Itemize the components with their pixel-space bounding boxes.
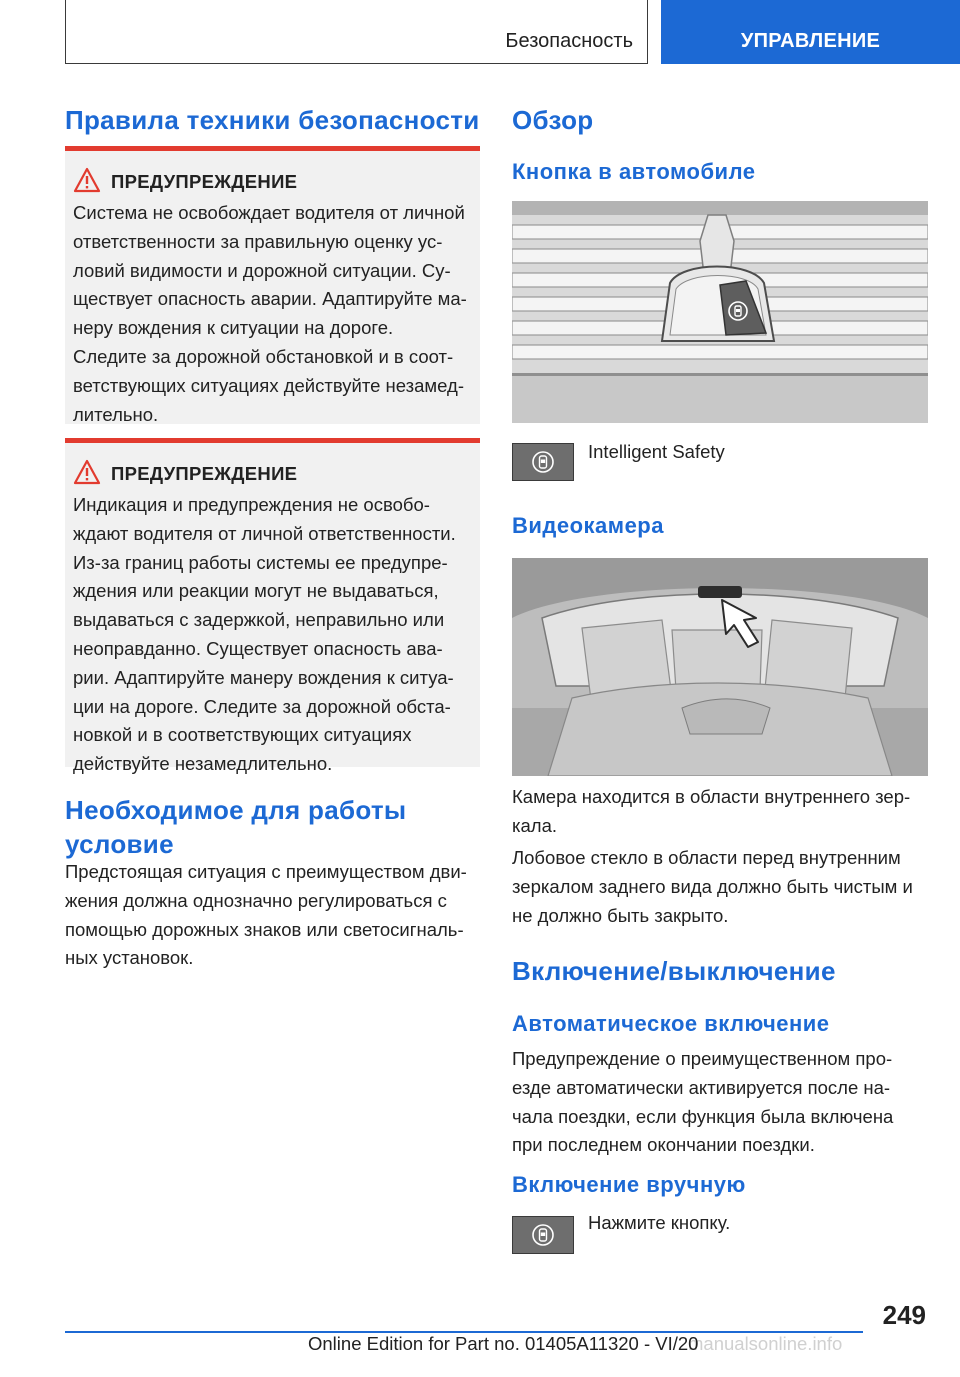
text-line: зеркалом заднего вида должно быть чистым и <box>512 875 913 897</box>
camera-location-text <box>512 783 932 841</box>
text-line: выдаваться с задержкой, неправильно или <box>73 609 445 631</box>
header-section-label: Безопасность <box>505 30 633 52</box>
title-line: условие <box>65 829 174 859</box>
text-line: Следите за дорожной обстановкой и в соот- <box>73 345 454 367</box>
condition-title <box>65 793 406 861</box>
warning-triangle-icon <box>73 167 101 193</box>
text-line: ции на дороге. Следите за дорожной обста- <box>73 695 451 717</box>
text-line: Предупреждение о преимущественном про- <box>512 1048 893 1069</box>
text-line: Индикация и предупреждения не освобо- <box>73 494 430 515</box>
warning-2-text <box>73 491 474 779</box>
text-line: Из-за границ работы системы ее предупре- <box>73 551 448 573</box>
warning-box-1 <box>65 146 480 424</box>
condition-text <box>65 858 485 973</box>
text-line: Предстоящая ситуация с преимуществом дви- <box>65 861 467 882</box>
intelligent-safety-caption: Intelligent Safety <box>588 441 725 462</box>
warning-1-title: ПРЕДУПРЕЖДЕНИЕ <box>111 171 298 192</box>
title-line: Необходимое для работы <box>65 795 407 825</box>
on-off-title: Включение/выключение <box>512 956 836 986</box>
warning-box-2 <box>65 438 480 775</box>
page-number: 249 <box>882 1300 926 1330</box>
text-line: неоправданно. Существует опасность ава- <box>73 637 443 659</box>
text-line: чала поездки, если функция была включена <box>512 1105 894 1127</box>
text-line: новкой и в соответствующих ситуациях <box>73 724 412 746</box>
auto-on-heading: Автоматическое включение <box>512 1011 830 1036</box>
text-line: ждения или реакции могут не выдаваться, <box>73 580 439 602</box>
intelligent-safety-button-image <box>512 443 574 481</box>
intelligent-safety-button-image <box>512 1216 574 1254</box>
warning-1-text <box>73 199 474 429</box>
text-line: действуйте незамедлительно. <box>73 753 333 775</box>
camera-location-image <box>512 558 928 776</box>
intelligent-safety-icon <box>530 1222 556 1248</box>
text-line: кала. <box>512 814 558 836</box>
text-line: лительно. <box>73 403 159 425</box>
button-in-car-heading: Кнопка в автомобиле <box>512 159 756 184</box>
warning-2-title: ПРЕДУПРЕЖДЕНИЕ <box>111 463 298 484</box>
auto-on-text <box>512 1045 932 1160</box>
text-line: ветствующих ситуациях действуйте незамед- <box>73 374 464 396</box>
header-section-box <box>65 0 648 64</box>
overview-title: Обзор <box>512 105 594 135</box>
windshield-text <box>512 844 932 930</box>
text-line: езде автоматически активируется после на- <box>512 1076 891 1098</box>
header-chapter-tab[interactable] <box>661 0 960 64</box>
text-line: ных установок. <box>65 947 194 969</box>
text-line: рии. Адаптируйте манеру вождения к ситуа- <box>73 666 454 688</box>
text-line: неру вождения к ситуации на дороге. <box>73 317 394 339</box>
camera-heading: Видеокамера <box>512 513 664 538</box>
text-line: ловий видимости и дорожной ситуации. Су- <box>73 259 451 281</box>
text-line: ждают водителя от личной ответственности. <box>73 522 456 544</box>
text-line: при последнем окончании поездки. <box>512 1134 815 1156</box>
manual-on-text: Нажмите кнопку. <box>588 1212 731 1233</box>
text-line: Камера находится в области внутреннего зер- <box>512 786 911 807</box>
warning-triangle-icon <box>73 459 101 485</box>
footer-edition: Online Edition for Part no. 01405A11320 - VI/20 <box>308 1333 699 1354</box>
text-line: жения должна однозначно регулироваться с <box>65 889 447 911</box>
manual-on-heading: Включение вручную <box>512 1172 746 1197</box>
watermark-site: manualsonline.info <box>688 1333 843 1354</box>
text-line: Система не освобождает водителя от личной <box>73 202 465 223</box>
text-line: ответственности за правильную оценку ус- <box>73 230 443 252</box>
dashboard-button-image <box>512 201 928 423</box>
text-line: не должно быть закрыто. <box>512 904 729 926</box>
safety-rules-title: Правила техники безопасности <box>65 105 480 135</box>
text-line: ществует опасность аварии. Адаптируйте ма- <box>73 288 467 310</box>
intelligent-safety-icon <box>530 449 556 475</box>
header-chapter-label: УПРАВЛЕНИЕ <box>740 30 881 52</box>
text-line: помощью дорожных знаков или светосигналь- <box>65 918 464 940</box>
text-line: Лобовое стекло в области перед внутренним <box>512 847 901 868</box>
